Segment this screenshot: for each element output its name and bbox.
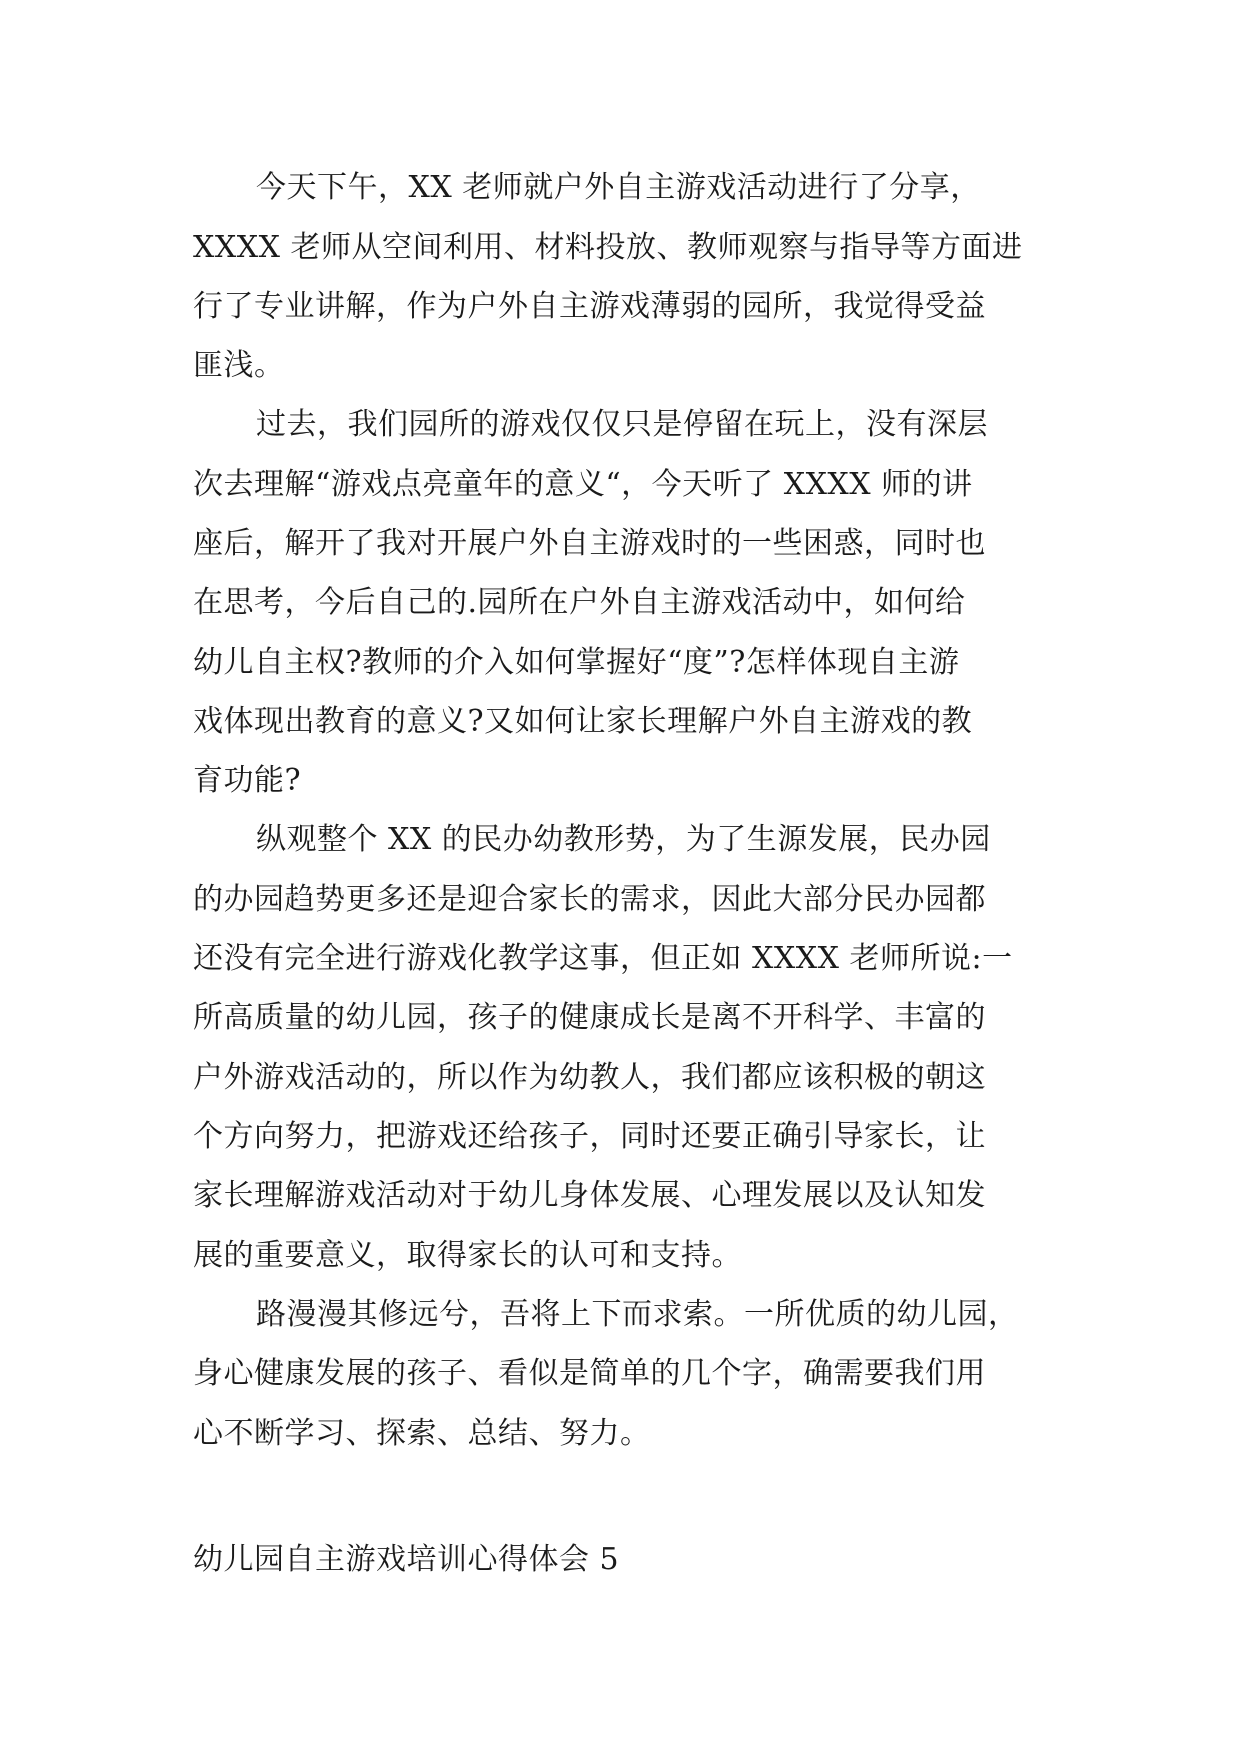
section-heading: 幼儿园自主游戏培训心得体会 5 <box>193 1542 620 1577</box>
paragraph-3-line-1: 纵观整个 XX 的民办幼教形势，为了生源发展，民办园 <box>256 822 991 857</box>
paragraph-2-line-6: 戏体现出教育的意义?又如何让家长理解户外自主游戏的教 <box>193 704 973 739</box>
paragraph-2-line-5: 幼儿自主权?教师的介入如何掌握好“度”?怎样体现自主游 <box>193 645 960 680</box>
paragraph-3-line-7: 家长理解游戏活动对于幼儿身体发展、心理发展以及认知发 <box>193 1178 986 1213</box>
paragraph-3-line-2: 的办园趋势更多还是迎合家长的需求，因此大部分民办园都 <box>193 882 986 917</box>
paragraph-1-line-1: 今天下午，XX 老师就户外自主游戏活动进行了分享， <box>256 170 981 205</box>
paragraph-2-line-4: 在思考，今后自己的.园所在户外自主游戏活动中，如何给 <box>193 585 966 620</box>
paragraph-3-line-8: 展的重要意义，取得家长的认可和支持。 <box>193 1238 742 1273</box>
paragraph-4-line-1: 路漫漫其修远兮，吾将上下而求索。一所优质的幼儿园， <box>256 1297 1019 1332</box>
paragraph-2-line-7: 育功能? <box>193 763 302 798</box>
paragraph-2-line-3: 座后，解开了我对开展户外自主游戏时的一些困惑，同时也 <box>193 526 986 561</box>
paragraph-4-line-2: 身心健康发展的孩子、看似是简单的几个字，确需要我们用 <box>193 1356 986 1391</box>
paragraph-1-line-2: XXXX 老师从空间利用、材料投放、教师观察与指导等方面进 <box>193 230 1023 265</box>
paragraph-3-line-3: 还没有完全进行游戏化教学这事，但正如 XXXX 老师所说:一 <box>193 941 1013 976</box>
paragraph-2-line-1: 过去，我们园所的游戏仅仅只是停留在玩上，没有深层 <box>256 407 988 442</box>
paragraph-2-line-2: 次去理解“游戏点亮童年的意义“，今天听了 XXXX 师的讲 <box>193 467 973 502</box>
paragraph-1-line-4: 匪浅。 <box>193 348 285 383</box>
paragraph-3-line-5: 户外游戏活动的，所以作为幼教人，我们都应该积极的朝这 <box>193 1060 986 1095</box>
paragraph-1-line-3: 行了专业讲解，作为户外自主游戏薄弱的园所，我觉得受益 <box>193 289 986 324</box>
paragraph-3-line-6: 个方向努力，把游戏还给孩子，同时还要正确引导家长，让 <box>193 1119 986 1154</box>
paragraph-3-line-4: 所高质量的幼儿园，孩子的健康成长是离不开科学、丰富的 <box>193 1000 986 1035</box>
paragraph-4-line-3: 心不断学习、探索、总结、努力。 <box>193 1416 651 1451</box>
